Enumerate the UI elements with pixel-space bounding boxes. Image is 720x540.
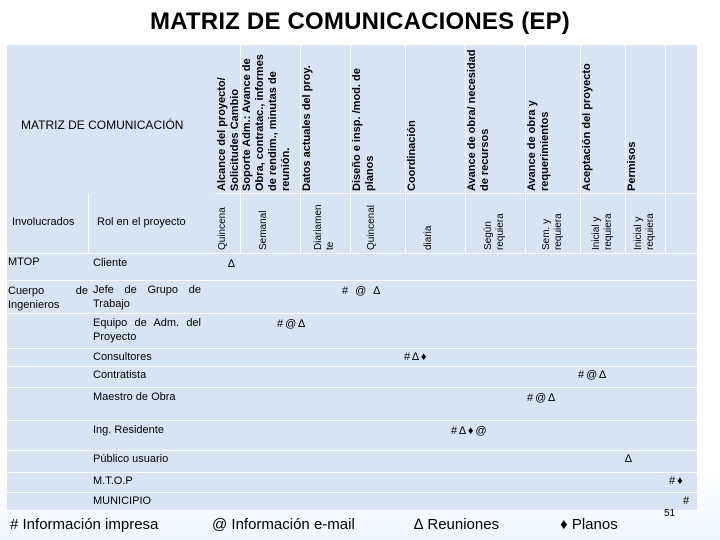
column-frequency: Quincenal xyxy=(365,204,377,250)
grid-line xyxy=(88,193,89,253)
table-row xyxy=(7,492,697,510)
involucrado-cell: Cuerpo de Ingenieros xyxy=(8,285,88,311)
column-header: Soporte Adm.: Avance de Obra, contratac., informes de rendim., minutas de reunión. xyxy=(241,54,292,191)
rol-cell: Ing. Residente xyxy=(93,424,164,436)
legend-item-printed xyxy=(10,516,158,533)
column-header: Avance de obra/ necesidad de recursos xyxy=(466,49,491,191)
table-row xyxy=(7,387,697,420)
column-header: Coordinación xyxy=(406,120,418,191)
rol-cell: Jefe de Grupo de Trabajo xyxy=(93,284,201,310)
legend-text: Reuniones xyxy=(427,516,500,533)
column-header: Permisos xyxy=(626,141,638,191)
column-header: Alcance del proyecto/ Solicitudes Cambio xyxy=(216,77,241,191)
communication-symbols: #@∆ xyxy=(578,369,609,381)
rol-cell: MUNICIPIO xyxy=(93,495,152,507)
column-frequency: Quincena xyxy=(217,207,228,250)
page-number: 51 xyxy=(664,508,676,519)
legend-text: Planos xyxy=(571,516,618,533)
rol-cell: Público usuario xyxy=(93,453,169,465)
legend-item-plans xyxy=(560,516,618,533)
matrix-corner-label: MATRIZ DE COMUNICACIÓN xyxy=(21,118,184,132)
communication-symbols: #@∆ xyxy=(277,318,308,330)
legend-symbol: @ xyxy=(212,516,228,533)
legend-symbol: # xyxy=(10,516,19,533)
column-frequency: Inicial y requiera xyxy=(633,213,656,250)
rol-cell: Contratista xyxy=(93,369,147,381)
column-header: Diseño e insp. /mod. de planos xyxy=(351,68,376,191)
table-row xyxy=(7,253,697,280)
communication-symbols: # xyxy=(683,495,692,507)
column-frequency: Sem. y requiera xyxy=(540,213,564,250)
rol-cell: Consultores xyxy=(93,351,152,363)
table-row xyxy=(7,450,697,472)
rol-cell: Maestro de Obra xyxy=(93,391,176,403)
legend-symbol: ♦ xyxy=(560,516,568,533)
legend-symbol: ∆ xyxy=(414,516,424,533)
column-frequency: Según requiera xyxy=(483,213,506,250)
page-title: MATRIZ DE COMUNICACIONES (EP) xyxy=(149,8,570,35)
legend-item-email xyxy=(212,516,355,533)
column-frequency: Semanal xyxy=(258,210,269,250)
table-row xyxy=(7,472,697,492)
table-row xyxy=(7,348,697,366)
communication-symbols: #♦ xyxy=(669,475,685,487)
column-header: Datos actuales del proy. xyxy=(301,65,313,191)
grid-line xyxy=(215,193,697,194)
table-row xyxy=(7,280,697,313)
table-row xyxy=(7,313,697,348)
legend-text: Información e-mail xyxy=(231,516,355,533)
communication-symbols: ∆ xyxy=(625,453,634,465)
communication-symbols: # @ ∆ xyxy=(342,285,383,297)
involucrados-header: Involucrados xyxy=(12,216,75,228)
communication-symbols: #∆♦ xyxy=(404,351,429,363)
involucrado-cell: MTOP xyxy=(8,256,40,268)
rol-header: Rol en el proyecto xyxy=(97,216,186,228)
rol-cell: Cliente xyxy=(93,257,128,269)
column-header: Aceptación del proyecto xyxy=(581,63,593,191)
legend-text: Información impresa xyxy=(22,516,159,533)
communication-symbols: ∆ xyxy=(228,258,237,270)
table-row xyxy=(7,366,697,387)
table-row xyxy=(7,420,697,450)
column-frequency: Diariamen te xyxy=(313,204,336,250)
rol-cell: Equipo de Adm. del Proyecto xyxy=(93,317,201,343)
rol-cell: M.T.O.P xyxy=(93,475,133,487)
communication-symbols: #∆♦@ xyxy=(451,425,489,437)
communication-matrix xyxy=(7,45,697,510)
communication-symbols: #@∆ xyxy=(527,392,558,404)
column-frequency: Inicial y requiera xyxy=(590,213,614,250)
legend-item-meetings xyxy=(414,516,499,533)
column-frequency: diaria xyxy=(423,225,434,250)
column-header: Avance de obra y requerimientos xyxy=(526,100,551,191)
